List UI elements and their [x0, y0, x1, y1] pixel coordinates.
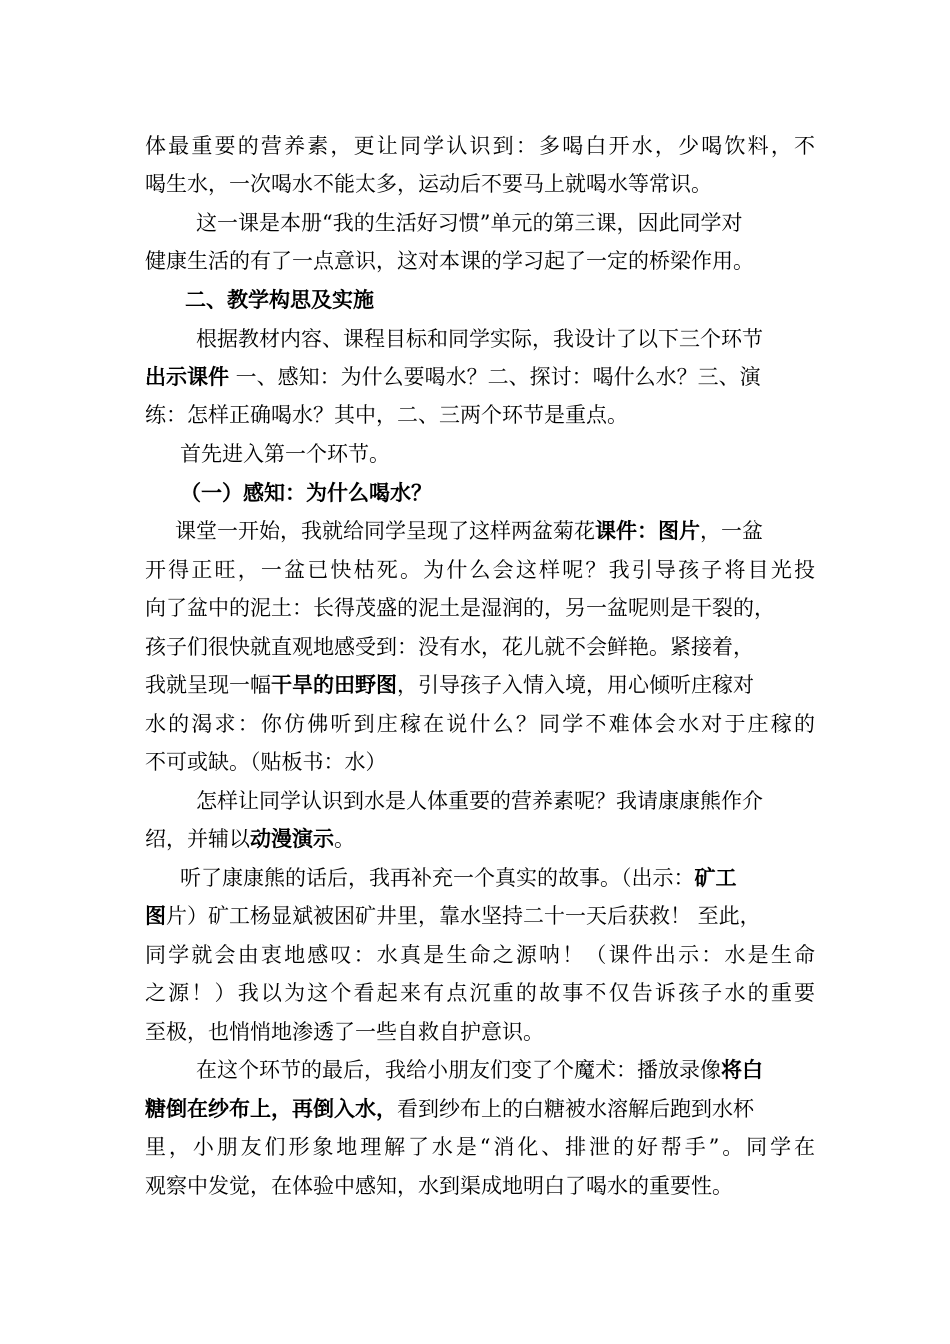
text-line	[175, 513, 815, 549]
bold-text: 图	[145, 904, 166, 928]
text-segment: 孩子们很快就直观地感受到：没有水，花儿就不会鲜艳。紧接着，	[145, 635, 754, 659]
text-line	[145, 629, 815, 665]
text-segment: 在这个环节的最后，我给小朋友们变了个魔术：播放录像	[175, 1058, 721, 1082]
text-segment: 怎样让同学认识到水是人体重要的营养素呢？我请康康熊作介	[175, 789, 763, 813]
text-line	[145, 397, 815, 433]
text-segment: 向了盆中的泥土：长得茂盛的泥土是湿润的，另一盆呢则是干裂的，	[145, 596, 775, 620]
text-line	[145, 359, 815, 395]
text-line	[145, 1014, 815, 1050]
text-line	[145, 128, 815, 164]
text-segment: 喝生水，一次喝水不能太多，运动后不要马上就喝水等常识。	[145, 172, 712, 196]
bold-text: 糖倒在纱布上，再倒入水，	[145, 1097, 397, 1121]
bold-text: （一）感知：为什么喝水？	[180, 481, 432, 505]
text-segment: 。	[334, 827, 355, 851]
text-line	[145, 243, 815, 279]
text-segment: 我就呈现一幅	[145, 673, 271, 697]
text-segment: ，引导孩子入情入境，用心倾听庄稼对	[397, 673, 754, 697]
text-segment: 课堂一开始，我就给同学呈现了这样两盆菊花	[175, 519, 595, 543]
text-segment: 健康生活的有了一点意识，这对本课的学习起了一定的桥梁作用。	[145, 249, 754, 273]
text-line	[175, 321, 815, 357]
subsection-heading	[180, 475, 580, 511]
text-segment: 看到纱布上的白糖被水溶解后跑到水杯	[397, 1097, 754, 1121]
text-line	[175, 1052, 815, 1088]
text-segment: 练：怎样正确喝水？其中，二、三两个环节是重点。	[145, 403, 628, 427]
text-line	[145, 667, 815, 703]
text-segment: 开得正旺，一盆已快枯死。为什么会这样呢？我引导孩子将目光投	[145, 558, 815, 582]
text-line	[145, 1091, 815, 1127]
text-line	[175, 205, 815, 241]
text-segment: 体最重要的营养素，更让同学认识到：多喝白开水，少喝饮料，不	[145, 134, 815, 158]
text-line	[145, 898, 815, 934]
text-line	[145, 975, 815, 1011]
text-segment: 之源！）我以为这个看起来有点沉重的故事不仅告诉孩子水的重要	[145, 981, 815, 1005]
bold-text: 课件：图片	[595, 519, 700, 543]
text-segment: 根据教材内容、课程目标和同学实际，我设计了以下三个环节	[175, 327, 763, 351]
bold-text: 干旱的田野图	[271, 673, 397, 697]
bold-text: 矿工	[694, 866, 737, 890]
text-segment: 至极，也悄悄地渗透了一些自救自护意识。	[145, 1020, 544, 1044]
bold-text: 二、教学构思及实施	[185, 288, 374, 312]
text-segment: 不可或缺。（贴板书：水）	[145, 750, 387, 774]
text-segment: 水的渴求：你仿佛听到庄稼在说什么？同学不难体会水对于庄稼的	[145, 712, 815, 736]
bold-text: 将白	[721, 1058, 763, 1082]
text-line	[145, 1129, 815, 1165]
text-segment: 绍，并辅以	[145, 827, 250, 851]
text-segment: ，一盆	[700, 519, 763, 543]
text-segment: 首先进入第一个环节。	[180, 442, 390, 466]
text-line	[145, 552, 815, 588]
text-line	[145, 1168, 815, 1204]
text-line	[145, 821, 815, 857]
text-line	[145, 590, 815, 626]
text-segment: 这一课是本册“我的生活好习惯”单元的第三课，因此同学对	[175, 211, 743, 235]
text-segment: 听了康康熊的话后，我再补充一个真实的故事。（出示：	[180, 866, 695, 890]
bold-text: 动漫演示	[250, 827, 334, 851]
text-segment: 一、感知：为什么要喝水？二、探讨：喝什么水？三、演	[229, 365, 761, 389]
text-line	[145, 166, 815, 202]
text-line	[180, 436, 580, 472]
text-segment: 里，小朋友们形象地理解了水是“消化、排泄的好帮手”。同学在	[145, 1135, 815, 1159]
text-segment: 观察中发觉，在体验中感知，水到渠成地明白了喝水的重要性。	[145, 1174, 733, 1198]
text-line	[180, 860, 815, 896]
text-line	[175, 783, 815, 819]
section-heading	[185, 282, 585, 318]
text-segment: 片）矿工杨显斌被困矿井里，靠水坚持二十一天后获救！ 至此，	[166, 904, 761, 928]
text-line	[145, 706, 815, 742]
bold-text: 出示课件	[145, 365, 229, 389]
text-segment: 同学就会由衷地感叹：水真是生命之源呐！（课件出示：水是生命	[145, 943, 815, 967]
text-line	[145, 744, 815, 780]
text-line	[145, 937, 815, 973]
